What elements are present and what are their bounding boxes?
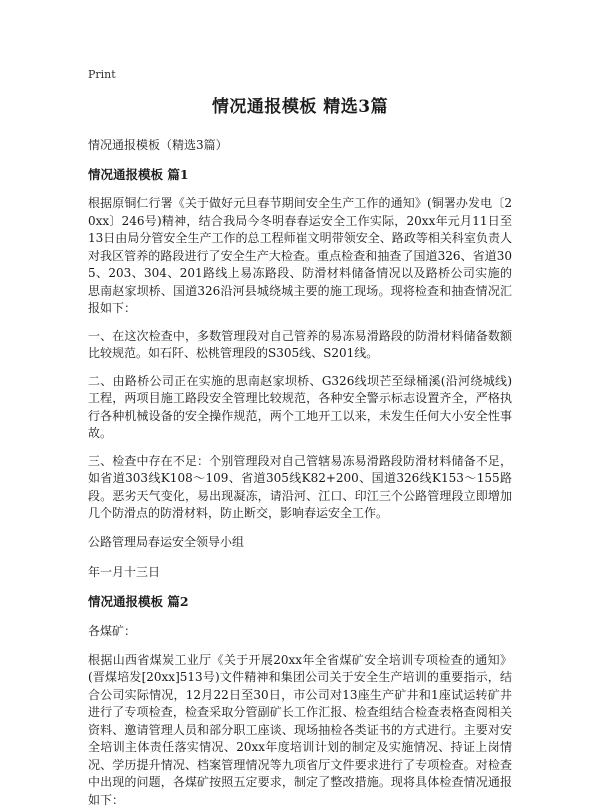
- print-label[interactable]: Print: [88, 68, 512, 82]
- signature-line: 公路管理局春运安全领导小组: [88, 533, 512, 551]
- date-line: 年一月十三日: [88, 563, 512, 581]
- paragraph: 根据原铜仁行署《关于做好元旦春节期间安全生产工作的通知》(铜署办发电〔20xx〕246号)精神，结合我局今冬明春春运安全工作实际，20xx年元月11日至13日由局分管安全生产工作的总工程师崔文明带领安全、路政等相关科室负责人对我区管养的路段进行了安全生产大检查。重点检查和抽查了国道326、省道305、203、304、201路线上易冻路段、防滑材料储备情况以及路桥公司实施的思南赵家坝桥、国道326沿河县城绕城主要的施工现场。现将检查和抽查情况汇报如下：: [88, 195, 512, 318]
- paragraph: 三、检查中存在不足：个别管理段对自己管辖易冻易滑路段防滑材料储备不足，如省道303线K108～109、省道305线K82+200、国道326线K153～155路段。恶劣天气变化，易出现凝冻，请沿河、江口、印江三个公路管理段立即增加几个防滑点的防滑材料，防止断交，影响春运安全工作。: [88, 453, 512, 523]
- document-subtitle: 情况通报模板（精选3篇）: [88, 136, 512, 154]
- section-heading-2: 情况通报模板 篇2: [88, 593, 512, 611]
- salutation: 各煤矿：: [88, 622, 512, 640]
- section-heading-1: 情况通报模板 篇1: [88, 166, 512, 184]
- paragraph: 一、在这次检查中，多数管理段对自己管养的易冻易滑路段的防滑材料储备数额比较规范。如石阡、松桃管理段的S305线、S201线。: [88, 328, 512, 363]
- paragraph: 二、由路桥公司正在实施的思南赵家坝桥、G326线坝芒至绿桶溪(沿河绕城线)工程，两项目施工路段安全管理比较规范，各种安全警示标志设置齐全，严格执行各种机械设备的安全操作规范，两个工地开工以来，未发生任何大小安全性事故。: [88, 373, 512, 443]
- paragraph: 根据山西省煤炭工业厅《关于开展20xx年全省煤矿安全培训专项检查的通知》(晋煤培发[20xx]513号)文件精神和集团公司关于安全生产培训的重要指示，结合公司实际情况，12月22日至30日，市公司对13座生产矿井和1座试运转矿井进行了专项检查，检查采取分管副矿长工作汇报、检查组结合检查表格查阅相关资料、邀请管理人员和部分职工座谈、现场抽检各类证书的方式进行。主要对安全培训主体责任落实情况、20xx年度培训计划的制定及实施情况、持证上岗情况、学历提升情况、档案管理情况等九项省厅文件要求进行了专项检查。对检查中出现的问题，各煤矿按照五定要求，制定了整改措施。现将具体检查情况通报如下：: [88, 652, 512, 809]
- document-title: 情况通报模板 精选3篇: [88, 96, 512, 118]
